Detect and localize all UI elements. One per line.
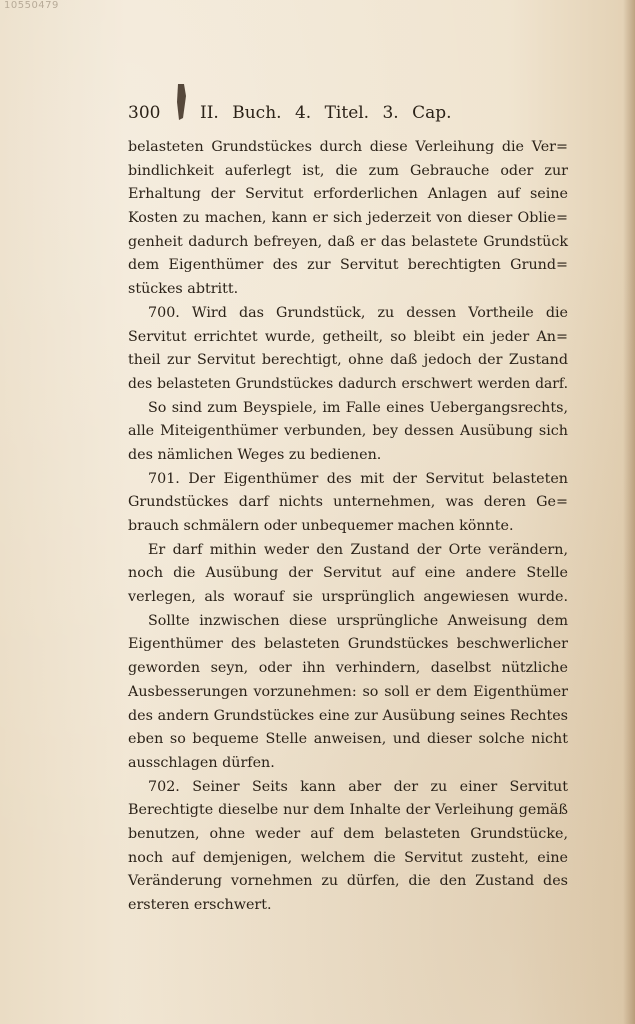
text-line: ausschlagen dürfen. — [128, 754, 275, 771]
paragraph-700-start: 700. Wird das Grundstück, zu dessen Vortheile die — [148, 304, 568, 321]
text-line: Berechtigte dieselbe nur dem Inhalte der Verleihung gemäß — [128, 802, 568, 819]
text-line: Eigenthümer des belasteten Grundstückes beschwerlicher — [128, 636, 568, 653]
text-line: benutzen, ohne weder auf dem belasteten Grundstücke, — [128, 825, 568, 842]
text-line: Veränderung vornehmen zu dürfen, die den Zustand des — [128, 873, 568, 890]
text-line: So sind zum Beyspiele, im Falle eines Uebergangsrechts, — [148, 399, 568, 416]
text-line: stückes abtritt. — [128, 281, 239, 298]
text-line: genheit dadurch befreyen, daß er das belastete Grundstück — [128, 233, 568, 250]
text-line: Er darf mithin weder den Zustand der Orte verändern, — [148, 541, 568, 558]
text-line: Erhaltung der Servitut erforderlichen Anlagen auf seine — [128, 186, 568, 203]
paragraph-701-start: 701. Der Eigenthümer des mit der Servitut belasteten — [148, 470, 568, 487]
text-line: geworden seyn, oder ihn verhindern, daselbst nützliche — [128, 660, 568, 677]
scan-id-watermark: 10550479 — [4, 0, 59, 11]
text-line: des belasteten Grundstückes dadurch erschwert werden darf. — [128, 375, 568, 392]
text-line: Kosten zu machen, kann er sich jederzeit von dieser Oblie= — [128, 210, 568, 227]
text-line: belasteten Grundstückes durch diese Verleihung die Ver= — [128, 139, 568, 155]
text-line: Ausbesserungen vorzunehmen: so soll er dem Eigenthümer — [128, 683, 568, 700]
text-line: noch auf demjenigen, welchem die Servitut zusteht, eine — [128, 849, 568, 866]
text-line: verlegen, als worauf sie ursprünglich angewiesen wurde. — [128, 589, 568, 606]
text-line: theil zur Servitut berechtigt, ohne daß jedoch der Zustand — [128, 352, 568, 369]
running-head: II. Buch. 4. Titel. 3. Cap. — [200, 103, 452, 123]
text-line: ersteren erschwert. — [128, 897, 272, 913]
text-line: dem Eigenthümer des zur Servitut berechtigten Grund= — [128, 257, 568, 274]
body-text — [128, 136, 568, 918]
page-header — [128, 103, 568, 129]
text-line: bindlichkeit auferlegt ist, die zum Gebrauche oder zur — [128, 162, 568, 179]
text-line: des andern Grundstückes eine zur Ausübung seines Rechtes — [128, 707, 568, 724]
paragraph-702-start: 702. Seiner Seits kann aber der zu einer Servitut — [148, 778, 568, 795]
text-line: eben so bequeme Stelle anweisen, und dieser solche nicht — [128, 731, 568, 748]
text-line: Servitut errichtet wurde, getheilt, so bleibt ein jeder An= — [128, 328, 568, 345]
text-line: des nämlichen Weges zu bedienen. — [128, 446, 382, 463]
text-line: Grundstückes darf nichts unternehmen, was deren Ge= — [128, 494, 568, 511]
page-number: 300 — [128, 103, 161, 123]
page-edge-shadow — [623, 0, 635, 1024]
text-line: alle Miteigenthümer verbunden, bey dessen Ausübung sich — [128, 423, 568, 440]
text-line: Sollte inzwischen diese ursprüngliche Anweisung dem — [148, 612, 568, 629]
text-line: noch die Ausübung der Servitut auf eine andere Stelle — [128, 565, 568, 582]
text-line: brauch schmälern oder unbequemer machen könnte. — [128, 518, 514, 534]
